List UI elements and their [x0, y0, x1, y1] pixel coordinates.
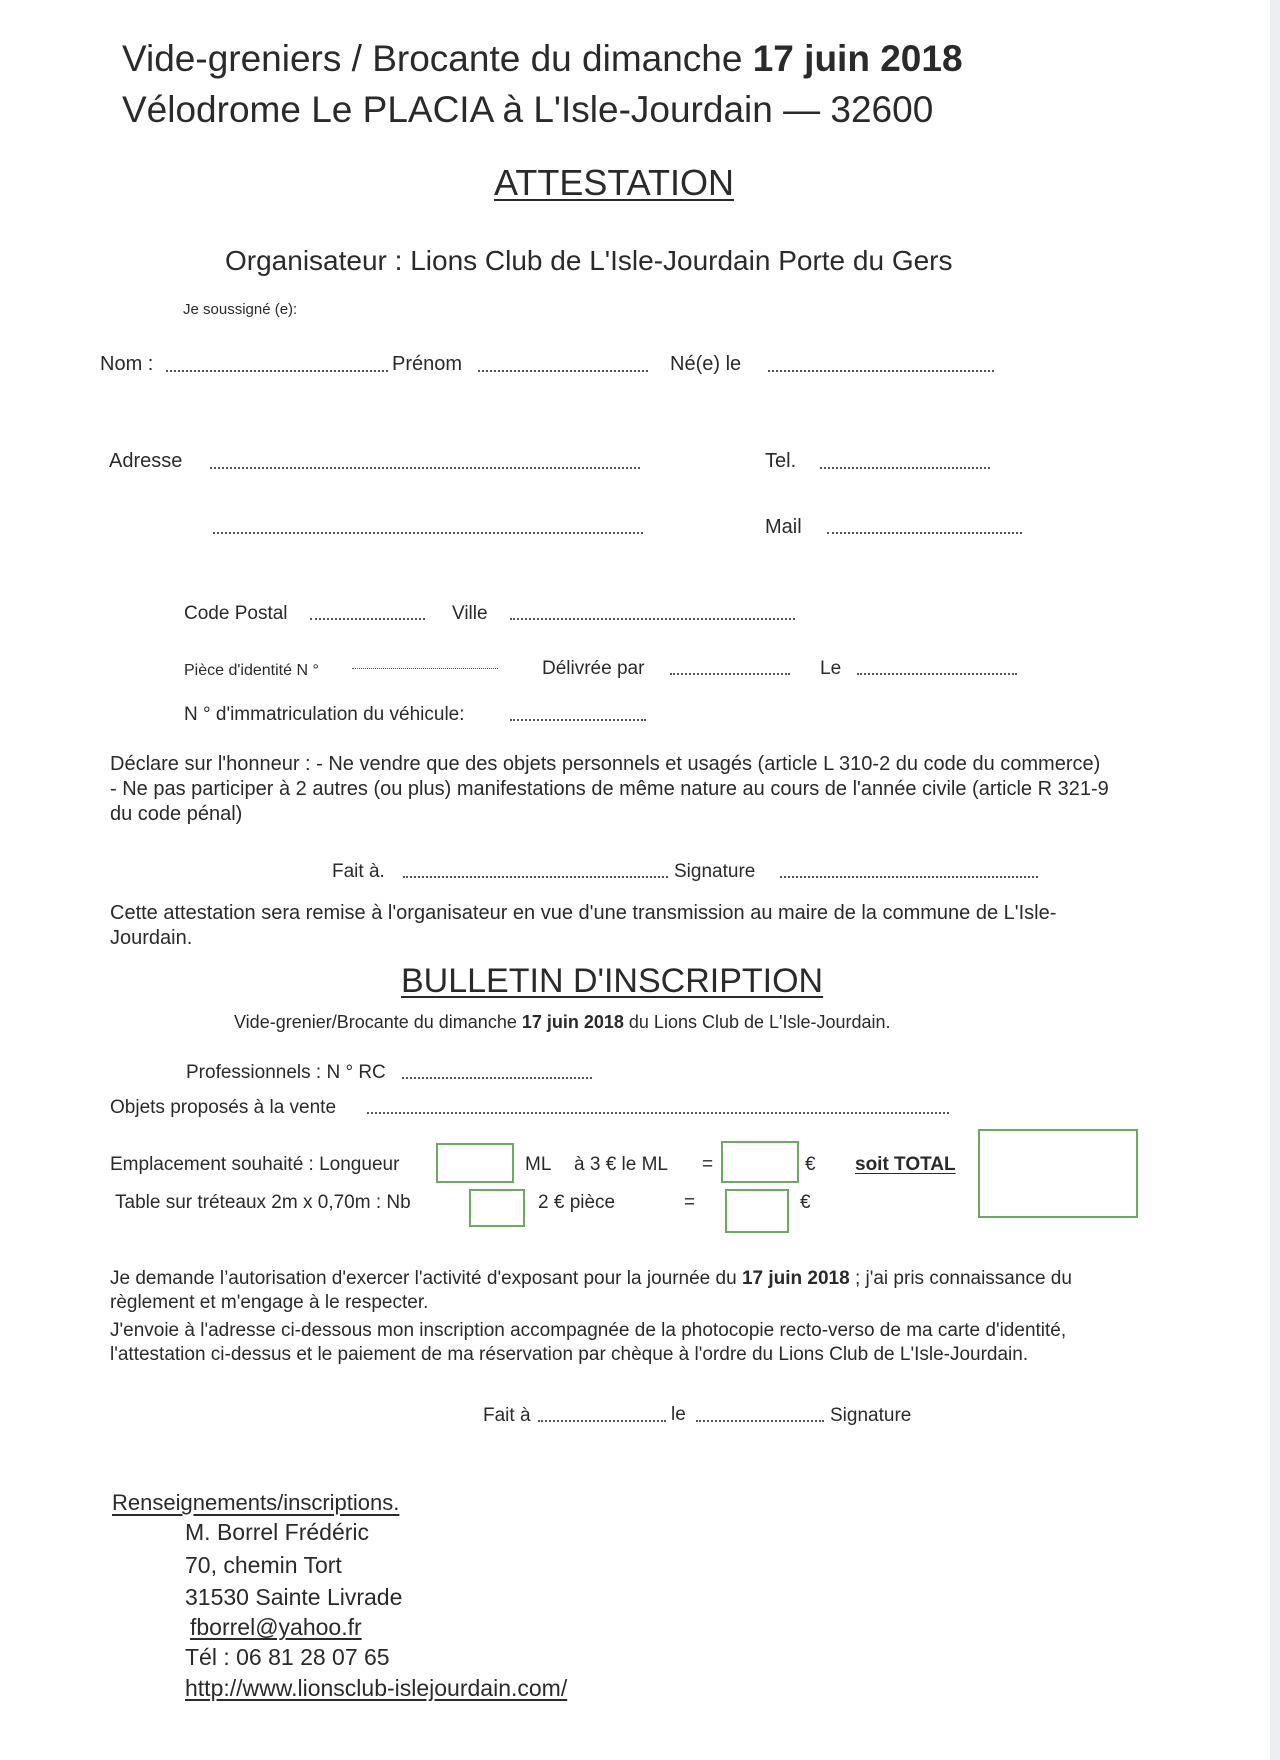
title-prefix: Vide-greniers / Brocante du dimanche	[122, 38, 753, 79]
montant-table-box[interactable]	[725, 1189, 789, 1233]
contact-street: 70, chemin Tort	[185, 1552, 342, 1578]
contact-website[interactable]: http://www.lionsclub-islejourdain.com/	[185, 1675, 568, 1701]
declaration-text: Déclare sur l'honneur : - Ne vendre que des objets personnels et usagés (article L 310-2 du code du commerce) - Ne pas participer à 2 autres (ou plus) manifestations de même nature au cours de l'année civile (article R 321-9 du code pénal)	[110, 753, 1109, 825]
total-box[interactable]	[978, 1129, 1138, 1218]
prix-table-label: 2 € pièce	[538, 1192, 616, 1213]
professionnels-label: Professionnels : N ° RC	[186, 1062, 386, 1083]
bulletin-signature-label: Signature	[830, 1405, 912, 1426]
tel-field[interactable]	[820, 467, 990, 469]
undersigned-label: Je soussigné (e):	[183, 301, 298, 318]
demande-text	[110, 1267, 1130, 1315]
code-postal-field[interactable]	[310, 618, 425, 620]
delivree-label: Délivrée par	[542, 658, 645, 679]
demande-suffix: ; j'ai pris connaissance du règlement et m'engage à le respecter.	[110, 1268, 1072, 1313]
title-date: 17 juin 2018	[752, 38, 963, 79]
adresse-field-2[interactable]	[213, 532, 643, 534]
signature-label: Signature	[674, 861, 756, 882]
prenom-label: Prénom	[392, 353, 463, 375]
adresse-label: Adresse	[109, 450, 183, 472]
ne-le-label: Né(e) le	[670, 353, 742, 375]
euro-1: €	[805, 1154, 816, 1175]
table-nb-box[interactable]	[469, 1189, 525, 1227]
bulletin-subtitle-date: 17 juin 2018	[521, 1012, 624, 1032]
ne-le-field[interactable]	[768, 370, 994, 372]
bulletin-fait-field[interactable]	[538, 1420, 666, 1422]
bulletin-subtitle	[234, 1010, 891, 1034]
contact-heading: Renseignements/inscriptions.	[112, 1490, 400, 1515]
objets-field[interactable]	[367, 1112, 949, 1114]
bulletin-le-field[interactable]	[696, 1420, 824, 1422]
emplacement-label: Emplacement souhaité : Longueur	[110, 1154, 400, 1175]
title-line-1	[122, 37, 963, 81]
mail-field[interactable]	[827, 532, 1022, 534]
ville-field[interactable]	[510, 618, 795, 620]
contact-name: M. Borrel Frédéric	[185, 1519, 370, 1545]
immatriculation-label: N ° d'immatriculation du véhicule:	[184, 704, 465, 725]
rc-field[interactable]	[402, 1077, 592, 1079]
longueur-box[interactable]	[436, 1143, 514, 1183]
bulletin-fait-label: Fait à	[483, 1405, 531, 1426]
title-line-2: Vélodrome Le PLACIA à L'Isle-Jourdain — 32600	[122, 89, 934, 130]
bulletin-heading: BULLETIN D'INSCRIPTION	[401, 962, 824, 1000]
remise-text: Cette attestation sera remise à l'organisateur en vue d'une transmission au maire de la commune de L'Isle-Jourdain.	[110, 902, 1057, 949]
piece-identite-field[interactable]	[352, 668, 498, 669]
envoi-text: J'envoie à l'adresse ci-dessous mon inscription accompagnée de la photocopie recto-verso de ma carte d'identité, l'attestation ci-dessus et le paiement de ma réservation par chèque à l'ordre du Lions Club de L'Isle-Jourdain.	[110, 1320, 1067, 1365]
equals-2: =	[684, 1192, 696, 1213]
contact-email[interactable]: fborrel@yahoo.fr	[190, 1614, 362, 1640]
table-label: Table sur tréteaux 2m x 0,70m : Nb	[115, 1192, 411, 1213]
contact-city: 31530 Sainte Livrade	[185, 1584, 403, 1610]
tel-label: Tel.	[765, 450, 797, 472]
bulletin-subtitle-prefix: Vide-grenier/Brocante du dimanche	[234, 1012, 522, 1032]
bulletin-le-label: le	[671, 1404, 686, 1425]
fait-field[interactable]	[403, 876, 668, 878]
fait-label: Fait à.	[332, 861, 385, 882]
mail-label: Mail	[765, 516, 802, 538]
montant-emplacement-box[interactable]	[721, 1141, 799, 1183]
attestation-heading: ATTESTATION	[494, 162, 734, 203]
nom-label: Nom :	[100, 353, 154, 375]
signature-field[interactable]	[780, 876, 1038, 878]
le-field[interactable]	[857, 673, 1017, 675]
ville-label: Ville	[452, 603, 488, 624]
demande-date: 17 juin 2018	[741, 1268, 850, 1289]
scan-edge	[1270, 0, 1280, 1760]
objets-label: Objets proposés à la vente	[110, 1097, 337, 1118]
demande-prefix: Je demande l’autorisation d'exercer l'activité d'exposant pour la journée du	[110, 1268, 742, 1289]
contact-phone: Tél : 06 81 28 07 65	[185, 1644, 390, 1670]
bulletin-subtitle-suffix: du Lions Club de L'Isle-Jourdain.	[623, 1012, 891, 1032]
ml-label: ML	[525, 1154, 552, 1175]
piece-identite-label: Pièce d'identité N °	[184, 662, 319, 679]
equals-1: =	[702, 1154, 714, 1175]
nom-field[interactable]	[166, 370, 388, 372]
prix-ml-label: à 3 € le ML	[574, 1154, 668, 1175]
euro-2: €	[800, 1192, 811, 1213]
prenom-field[interactable]	[478, 370, 648, 372]
adresse-field-1[interactable]	[210, 467, 640, 469]
organizer-line: Organisateur : Lions Club de L'Isle-Jourdain Porte du Gers	[225, 245, 953, 276]
immatriculation-field[interactable]	[510, 719, 646, 721]
code-postal-label: Code Postal	[184, 603, 288, 624]
total-label: soit TOTAL	[855, 1154, 956, 1175]
delivree-field[interactable]	[670, 673, 790, 675]
le-label: Le	[820, 658, 842, 679]
